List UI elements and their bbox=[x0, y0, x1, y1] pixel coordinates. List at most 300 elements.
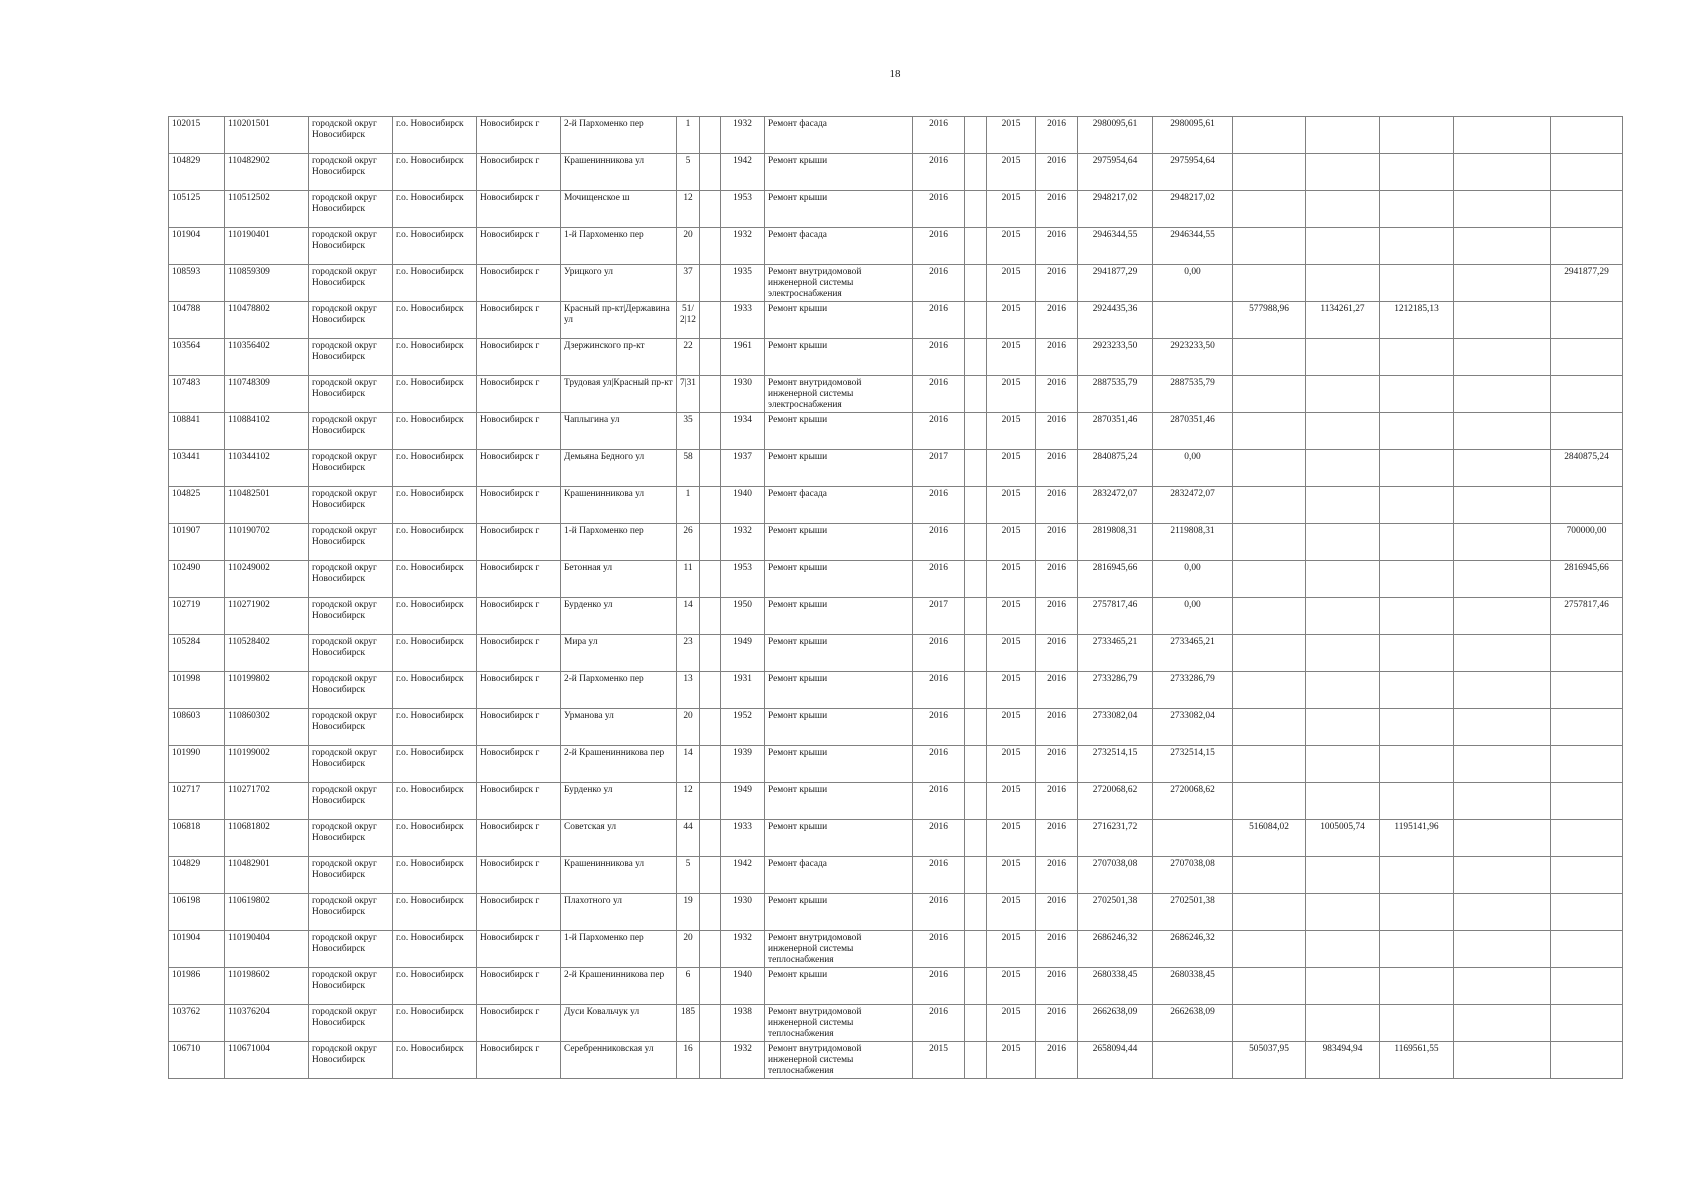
cell-building bbox=[700, 931, 721, 968]
cell-municipal-district: городской округ Новосибирск bbox=[309, 672, 393, 709]
cell-period-start: 2015 bbox=[987, 894, 1036, 931]
cell-building bbox=[700, 413, 721, 450]
cell-house-number: 7|31 bbox=[677, 376, 700, 413]
cell-source-c bbox=[1380, 413, 1454, 450]
cell-period-end: 2016 bbox=[1036, 635, 1078, 672]
cell-col-20 bbox=[1454, 265, 1551, 302]
cell-col-12 bbox=[965, 746, 987, 783]
cell-source-b bbox=[1306, 376, 1380, 413]
cell-street: 2-й Пархоменко пер bbox=[561, 117, 677, 154]
cell-source-a bbox=[1233, 857, 1306, 894]
table-row bbox=[169, 783, 1623, 820]
cell-house-id: 108593 bbox=[169, 265, 225, 302]
cell-fund-amount: 0,00 bbox=[1153, 450, 1233, 487]
cell-total-cost: 2732514,15 bbox=[1078, 746, 1153, 783]
cell-col-12 bbox=[965, 487, 987, 524]
cell-municipal-district: городской округ Новосибирск bbox=[309, 598, 393, 635]
cell-period-start: 2015 bbox=[987, 413, 1036, 450]
cell-building bbox=[700, 598, 721, 635]
cell-building bbox=[700, 302, 721, 339]
cell-planned-year: 2016 bbox=[913, 635, 965, 672]
cell-period-start: 2015 bbox=[987, 561, 1036, 598]
table-row bbox=[169, 487, 1623, 524]
cell-record-id: 110681802 bbox=[225, 820, 309, 857]
cell-total-cost: 2716231,72 bbox=[1078, 820, 1153, 857]
cell-fund-amount: 2702501,38 bbox=[1153, 894, 1233, 931]
cell-house-number: 51/2|12 bbox=[677, 302, 700, 339]
cell-total-cost: 2757817,46 bbox=[1078, 598, 1153, 635]
cell-record-id: 110344102 bbox=[225, 450, 309, 487]
cell-record-id: 110482902 bbox=[225, 154, 309, 191]
cell-col-20 bbox=[1454, 820, 1551, 857]
cell-house-id: 101986 bbox=[169, 968, 225, 1005]
cell-col-20 bbox=[1454, 894, 1551, 931]
register-table-body bbox=[169, 117, 1623, 1079]
cell-house-id: 105284 bbox=[169, 635, 225, 672]
cell-house-id: 106818 bbox=[169, 820, 225, 857]
cell-house-number: 26 bbox=[677, 524, 700, 561]
cell-street: Советская ул bbox=[561, 820, 677, 857]
cell-other-source bbox=[1551, 709, 1623, 746]
table-row bbox=[169, 857, 1623, 894]
cell-source-b bbox=[1306, 894, 1380, 931]
cell-col-12 bbox=[965, 117, 987, 154]
cell-period-end: 2016 bbox=[1036, 672, 1078, 709]
cell-house-id: 107483 bbox=[169, 376, 225, 413]
cell-other-source bbox=[1551, 894, 1623, 931]
cell-source-b bbox=[1306, 672, 1380, 709]
cell-house-number: 20 bbox=[677, 228, 700, 265]
cell-source-c bbox=[1380, 524, 1454, 561]
cell-work-type: Ремонт крыши bbox=[765, 154, 913, 191]
cell-record-id: 110199802 bbox=[225, 672, 309, 709]
table-row bbox=[169, 968, 1623, 1005]
cell-other-source bbox=[1551, 302, 1623, 339]
cell-fund-amount: 2662638,09 bbox=[1153, 1005, 1233, 1042]
cell-house-id: 104829 bbox=[169, 857, 225, 894]
cell-locality: Новосибирск г bbox=[477, 709, 561, 746]
cell-house-id: 106198 bbox=[169, 894, 225, 931]
cell-col-20 bbox=[1454, 450, 1551, 487]
cell-work-type: Ремонт крыши bbox=[765, 450, 913, 487]
cell-building bbox=[700, 191, 721, 228]
cell-work-type: Ремонт внутридомовой инженерной системы теплоснабжения bbox=[765, 931, 913, 968]
cell-total-cost: 2941877,29 bbox=[1078, 265, 1153, 302]
cell-col-20 bbox=[1454, 709, 1551, 746]
cell-fund-amount bbox=[1153, 1042, 1233, 1079]
cell-record-id: 110478802 bbox=[225, 302, 309, 339]
table-row bbox=[169, 709, 1623, 746]
cell-year-built: 1952 bbox=[721, 709, 765, 746]
cell-col-20 bbox=[1454, 783, 1551, 820]
cell-municipal-entity: г.о. Новосибирск bbox=[393, 228, 477, 265]
cell-col-12 bbox=[965, 894, 987, 931]
cell-source-c bbox=[1380, 191, 1454, 228]
cell-col-20 bbox=[1454, 487, 1551, 524]
cell-period-start: 2015 bbox=[987, 154, 1036, 191]
cell-work-type: Ремонт фасада bbox=[765, 487, 913, 524]
cell-source-b bbox=[1306, 709, 1380, 746]
cell-total-cost: 2980095,61 bbox=[1078, 117, 1153, 154]
cell-source-c bbox=[1380, 561, 1454, 598]
cell-period-end: 2016 bbox=[1036, 524, 1078, 561]
cell-col-20 bbox=[1454, 635, 1551, 672]
cell-source-b bbox=[1306, 228, 1380, 265]
table-row bbox=[169, 302, 1623, 339]
cell-total-cost: 2924435,36 bbox=[1078, 302, 1153, 339]
cell-building bbox=[700, 1005, 721, 1042]
cell-fund-amount: 2870351,46 bbox=[1153, 413, 1233, 450]
cell-fund-amount: 2680338,45 bbox=[1153, 968, 1233, 1005]
cell-work-type: Ремонт крыши bbox=[765, 339, 913, 376]
cell-planned-year: 2016 bbox=[913, 931, 965, 968]
cell-municipal-entity: г.о. Новосибирск bbox=[393, 746, 477, 783]
cell-period-start: 2015 bbox=[987, 1042, 1036, 1079]
cell-period-start: 2015 bbox=[987, 376, 1036, 413]
cell-record-id: 110201501 bbox=[225, 117, 309, 154]
table-row bbox=[169, 561, 1623, 598]
cell-building bbox=[700, 450, 721, 487]
cell-locality: Новосибирск г bbox=[477, 1042, 561, 1079]
cell-municipal-district: городской округ Новосибирск bbox=[309, 931, 393, 968]
cell-municipal-entity: г.о. Новосибирск bbox=[393, 635, 477, 672]
cell-col-12 bbox=[965, 783, 987, 820]
cell-source-c bbox=[1380, 339, 1454, 376]
cell-municipal-district: городской округ Новосибирск bbox=[309, 857, 393, 894]
cell-work-type: Ремонт крыши bbox=[765, 783, 913, 820]
cell-col-12 bbox=[965, 154, 987, 191]
cell-locality: Новосибирск г bbox=[477, 894, 561, 931]
cell-total-cost: 2840875,24 bbox=[1078, 450, 1153, 487]
cell-record-id: 110512502 bbox=[225, 191, 309, 228]
cell-period-end: 2016 bbox=[1036, 894, 1078, 931]
cell-building bbox=[700, 1042, 721, 1079]
cell-building bbox=[700, 635, 721, 672]
cell-col-12 bbox=[965, 820, 987, 857]
cell-total-cost: 2707038,08 bbox=[1078, 857, 1153, 894]
cell-street: Трудовая ул|Красный пр-кт bbox=[561, 376, 677, 413]
cell-locality: Новосибирск г bbox=[477, 487, 561, 524]
table-row bbox=[169, 117, 1623, 154]
cell-work-type: Ремонт крыши bbox=[765, 672, 913, 709]
cell-street: Мира ул bbox=[561, 635, 677, 672]
cell-source-a bbox=[1233, 228, 1306, 265]
cell-fund-amount: 2832472,07 bbox=[1153, 487, 1233, 524]
cell-building bbox=[700, 228, 721, 265]
cell-total-cost: 2733286,79 bbox=[1078, 672, 1153, 709]
cell-source-c bbox=[1380, 635, 1454, 672]
cell-other-source bbox=[1551, 228, 1623, 265]
cell-source-b bbox=[1306, 857, 1380, 894]
cell-building bbox=[700, 783, 721, 820]
cell-total-cost: 2975954,64 bbox=[1078, 154, 1153, 191]
cell-period-end: 2016 bbox=[1036, 746, 1078, 783]
cell-col-12 bbox=[965, 672, 987, 709]
cell-period-end: 2016 bbox=[1036, 339, 1078, 376]
cell-record-id: 110190404 bbox=[225, 931, 309, 968]
cell-work-type: Ремонт крыши bbox=[765, 191, 913, 228]
cell-street: Мочищенское ш bbox=[561, 191, 677, 228]
cell-planned-year: 2016 bbox=[913, 265, 965, 302]
cell-year-built: 1935 bbox=[721, 265, 765, 302]
cell-source-a bbox=[1233, 524, 1306, 561]
cell-work-type: Ремонт внутридомовой инженерной системы электроснабжения bbox=[765, 376, 913, 413]
cell-col-12 bbox=[965, 450, 987, 487]
cell-municipal-district: городской округ Новосибирск bbox=[309, 635, 393, 672]
cell-other-source: 2757817,46 bbox=[1551, 598, 1623, 635]
cell-record-id: 110860302 bbox=[225, 709, 309, 746]
cell-other-source bbox=[1551, 857, 1623, 894]
cell-total-cost: 2946344,55 bbox=[1078, 228, 1153, 265]
cell-municipal-entity: г.о. Новосибирск bbox=[393, 413, 477, 450]
cell-planned-year: 2016 bbox=[913, 413, 965, 450]
cell-locality: Новосибирск г bbox=[477, 339, 561, 376]
cell-total-cost: 2733082,04 bbox=[1078, 709, 1153, 746]
cell-source-a bbox=[1233, 265, 1306, 302]
cell-source-c bbox=[1380, 487, 1454, 524]
cell-house-id: 104788 bbox=[169, 302, 225, 339]
cell-source-a bbox=[1233, 413, 1306, 450]
cell-period-end: 2016 bbox=[1036, 598, 1078, 635]
table-row bbox=[169, 746, 1623, 783]
cell-street: Урманова ул bbox=[561, 709, 677, 746]
cell-locality: Новосибирск г bbox=[477, 968, 561, 1005]
cell-house-number: 58 bbox=[677, 450, 700, 487]
cell-source-a bbox=[1233, 561, 1306, 598]
cell-house-number: 6 bbox=[677, 968, 700, 1005]
cell-record-id: 110619802 bbox=[225, 894, 309, 931]
cell-fund-amount: 2733082,04 bbox=[1153, 709, 1233, 746]
table-row bbox=[169, 635, 1623, 672]
cell-house-id: 106710 bbox=[169, 1042, 225, 1079]
cell-period-start: 2015 bbox=[987, 709, 1036, 746]
cell-locality: Новосибирск г bbox=[477, 1005, 561, 1042]
cell-other-source: 2840875,24 bbox=[1551, 450, 1623, 487]
register-table bbox=[168, 116, 1623, 1079]
cell-period-end: 2016 bbox=[1036, 302, 1078, 339]
cell-locality: Новосибирск г bbox=[477, 228, 561, 265]
cell-house-id: 102015 bbox=[169, 117, 225, 154]
cell-source-b bbox=[1306, 191, 1380, 228]
cell-source-a bbox=[1233, 376, 1306, 413]
cell-planned-year: 2016 bbox=[913, 820, 965, 857]
cell-municipal-entity: г.о. Новосибирск bbox=[393, 561, 477, 598]
cell-locality: Новосибирск г bbox=[477, 672, 561, 709]
cell-col-20 bbox=[1454, 1042, 1551, 1079]
cell-building bbox=[700, 672, 721, 709]
cell-year-built: 1940 bbox=[721, 487, 765, 524]
cell-work-type: Ремонт фасада bbox=[765, 117, 913, 154]
cell-municipal-district: городской округ Новосибирск bbox=[309, 191, 393, 228]
cell-record-id: 110671004 bbox=[225, 1042, 309, 1079]
cell-fund-amount: 2733465,21 bbox=[1153, 635, 1233, 672]
cell-total-cost: 2870351,46 bbox=[1078, 413, 1153, 450]
cell-total-cost: 2680338,45 bbox=[1078, 968, 1153, 1005]
cell-year-built: 1932 bbox=[721, 117, 765, 154]
cell-source-b bbox=[1306, 413, 1380, 450]
cell-period-end: 2016 bbox=[1036, 857, 1078, 894]
cell-work-type: Ремонт крыши bbox=[765, 968, 913, 1005]
cell-year-built: 1930 bbox=[721, 376, 765, 413]
cell-source-c bbox=[1380, 228, 1454, 265]
cell-total-cost: 2686246,32 bbox=[1078, 931, 1153, 968]
cell-street: Плахотного ул bbox=[561, 894, 677, 931]
table-row bbox=[169, 450, 1623, 487]
cell-house-number: 1 bbox=[677, 487, 700, 524]
cell-year-built: 1950 bbox=[721, 598, 765, 635]
cell-source-c: 1169561,55 bbox=[1380, 1042, 1454, 1079]
cell-house-number: 20 bbox=[677, 709, 700, 746]
cell-total-cost: 2733465,21 bbox=[1078, 635, 1153, 672]
cell-house-id: 103441 bbox=[169, 450, 225, 487]
cell-col-12 bbox=[965, 524, 987, 561]
cell-house-id: 101990 bbox=[169, 746, 225, 783]
cell-period-end: 2016 bbox=[1036, 265, 1078, 302]
cell-planned-year: 2017 bbox=[913, 450, 965, 487]
cell-other-source bbox=[1551, 820, 1623, 857]
cell-period-end: 2016 bbox=[1036, 783, 1078, 820]
cell-total-cost: 2658094,44 bbox=[1078, 1042, 1153, 1079]
cell-municipal-district: городской округ Новосибирск bbox=[309, 561, 393, 598]
cell-record-id: 110356402 bbox=[225, 339, 309, 376]
table-row bbox=[169, 672, 1623, 709]
cell-house-number: 35 bbox=[677, 413, 700, 450]
cell-house-id: 101904 bbox=[169, 931, 225, 968]
cell-source-b: 1134261,27 bbox=[1306, 302, 1380, 339]
cell-source-c bbox=[1380, 783, 1454, 820]
cell-source-a bbox=[1233, 968, 1306, 1005]
cell-source-a: 516084,02 bbox=[1233, 820, 1306, 857]
cell-period-end: 2016 bbox=[1036, 1005, 1078, 1042]
cell-period-start: 2015 bbox=[987, 598, 1036, 635]
cell-fund-amount: 2707038,08 bbox=[1153, 857, 1233, 894]
cell-col-12 bbox=[965, 413, 987, 450]
cell-house-number: 12 bbox=[677, 191, 700, 228]
cell-street: Бурденко ул bbox=[561, 783, 677, 820]
cell-col-12 bbox=[965, 561, 987, 598]
cell-municipal-district: городской округ Новосибирск bbox=[309, 820, 393, 857]
cell-house-id: 102719 bbox=[169, 598, 225, 635]
cell-municipal-entity: г.о. Новосибирск bbox=[393, 968, 477, 1005]
cell-source-b bbox=[1306, 339, 1380, 376]
cell-col-12 bbox=[965, 1042, 987, 1079]
cell-planned-year: 2016 bbox=[913, 783, 965, 820]
cell-source-b bbox=[1306, 931, 1380, 968]
cell-planned-year: 2016 bbox=[913, 894, 965, 931]
cell-street: Крашенинникова ул bbox=[561, 857, 677, 894]
cell-period-start: 2015 bbox=[987, 191, 1036, 228]
cell-house-id: 105125 bbox=[169, 191, 225, 228]
cell-fund-amount: 2887535,79 bbox=[1153, 376, 1233, 413]
cell-street: Демьяна Бедного ул bbox=[561, 450, 677, 487]
cell-record-id: 110271902 bbox=[225, 598, 309, 635]
cell-source-c: 1212185,13 bbox=[1380, 302, 1454, 339]
cell-col-12 bbox=[965, 968, 987, 1005]
cell-house-number: 23 bbox=[677, 635, 700, 672]
cell-other-source bbox=[1551, 746, 1623, 783]
cell-source-c bbox=[1380, 857, 1454, 894]
cell-municipal-entity: г.о. Новосибирск bbox=[393, 1005, 477, 1042]
cell-planned-year: 2016 bbox=[913, 117, 965, 154]
cell-house-id: 104825 bbox=[169, 487, 225, 524]
table-row bbox=[169, 894, 1623, 931]
cell-municipal-district: городской округ Новосибирск bbox=[309, 413, 393, 450]
cell-col-12 bbox=[965, 635, 987, 672]
cell-planned-year: 2016 bbox=[913, 1005, 965, 1042]
cell-house-number: 13 bbox=[677, 672, 700, 709]
page-number: 18 bbox=[889, 68, 901, 80]
cell-source-c bbox=[1380, 450, 1454, 487]
cell-record-id: 110859309 bbox=[225, 265, 309, 302]
cell-fund-amount: 2923233,50 bbox=[1153, 339, 1233, 376]
cell-building bbox=[700, 968, 721, 1005]
cell-municipal-district: городской округ Новосибирск bbox=[309, 487, 393, 524]
cell-fund-amount: 0,00 bbox=[1153, 598, 1233, 635]
cell-fund-amount: 2948217,02 bbox=[1153, 191, 1233, 228]
cell-year-built: 1961 bbox=[721, 339, 765, 376]
cell-work-type: Ремонт крыши bbox=[765, 820, 913, 857]
cell-record-id: 110198602 bbox=[225, 968, 309, 1005]
table-row bbox=[169, 820, 1623, 857]
cell-period-end: 2016 bbox=[1036, 931, 1078, 968]
cell-year-built: 1932 bbox=[721, 931, 765, 968]
cell-municipal-district: городской округ Новосибирск bbox=[309, 894, 393, 931]
cell-period-start: 2015 bbox=[987, 672, 1036, 709]
cell-source-a bbox=[1233, 191, 1306, 228]
cell-period-end: 2016 bbox=[1036, 561, 1078, 598]
cell-work-type: Ремонт внутридомовой инженерной системы электроснабжения bbox=[765, 265, 913, 302]
cell-year-built: 1933 bbox=[721, 820, 765, 857]
cell-record-id: 110482901 bbox=[225, 857, 309, 894]
cell-year-built: 1939 bbox=[721, 746, 765, 783]
cell-source-c bbox=[1380, 265, 1454, 302]
cell-municipal-entity: г.о. Новосибирск bbox=[393, 191, 477, 228]
table-row bbox=[169, 1005, 1623, 1042]
cell-house-number: 185 bbox=[677, 1005, 700, 1042]
cell-house-number: 19 bbox=[677, 894, 700, 931]
cell-total-cost: 2816945,66 bbox=[1078, 561, 1153, 598]
cell-period-end: 2016 bbox=[1036, 487, 1078, 524]
cell-other-source bbox=[1551, 154, 1623, 191]
cell-other-source bbox=[1551, 783, 1623, 820]
cell-record-id: 110199002 bbox=[225, 746, 309, 783]
cell-year-built: 1932 bbox=[721, 228, 765, 265]
cell-locality: Новосибирск г bbox=[477, 783, 561, 820]
cell-source-b bbox=[1306, 746, 1380, 783]
cell-house-id: 104829 bbox=[169, 154, 225, 191]
cell-municipal-district: городской округ Новосибирск bbox=[309, 265, 393, 302]
cell-fund-amount bbox=[1153, 820, 1233, 857]
cell-building bbox=[700, 487, 721, 524]
cell-other-source bbox=[1551, 376, 1623, 413]
cell-municipal-district: городской округ Новосибирск bbox=[309, 1005, 393, 1042]
cell-municipal-district: городской округ Новосибирск bbox=[309, 339, 393, 376]
cell-work-type: Ремонт фасада bbox=[765, 857, 913, 894]
cell-municipal-entity: г.о. Новосибирск bbox=[393, 339, 477, 376]
cell-work-type: Ремонт крыши bbox=[765, 635, 913, 672]
cell-street: 1-й Пархоменко пер bbox=[561, 931, 677, 968]
cell-col-20 bbox=[1454, 228, 1551, 265]
cell-col-12 bbox=[965, 376, 987, 413]
cell-source-b bbox=[1306, 1005, 1380, 1042]
cell-house-number: 1 bbox=[677, 117, 700, 154]
cell-period-start: 2015 bbox=[987, 635, 1036, 672]
cell-municipal-district: городской округ Новосибирск bbox=[309, 968, 393, 1005]
cell-source-b: 1005005,74 bbox=[1306, 820, 1380, 857]
cell-period-start: 2015 bbox=[987, 783, 1036, 820]
cell-planned-year: 2016 bbox=[913, 709, 965, 746]
cell-other-source bbox=[1551, 487, 1623, 524]
